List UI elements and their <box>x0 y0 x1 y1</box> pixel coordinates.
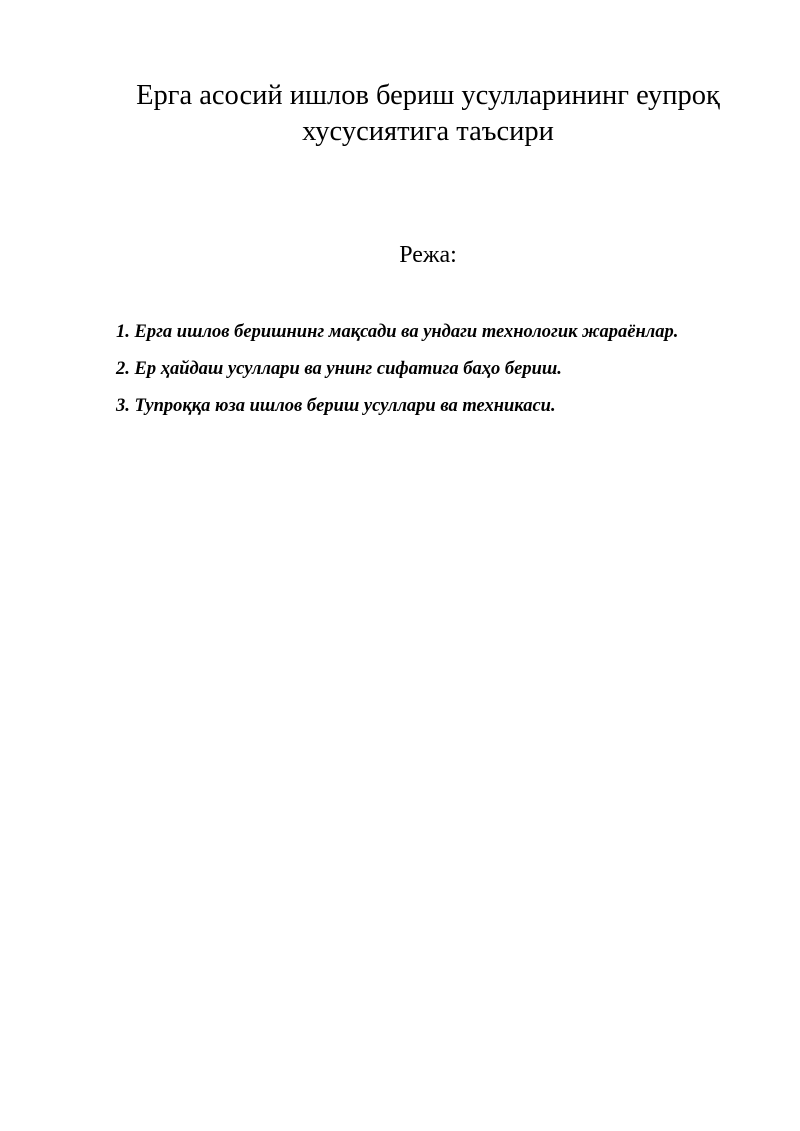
plan-item-3: 3. Тупроққа юза ишлов бериш усуллари ва техникаси. <box>116 396 556 416</box>
plan-item-2: 2. Ер ҳайдаш усуллари ва унинг сифатига баҳо бериш. <box>116 359 562 379</box>
document-title-line-1: Ерга асосий ишлов бериш усулларининг еупроқ <box>136 80 720 111</box>
document-title <box>100 78 756 150</box>
document-title-line-2: хусусиятига таъсири <box>302 116 554 147</box>
plan-list <box>116 314 736 425</box>
plan-heading: Режа: <box>399 242 457 268</box>
plan-item-1: 1. Ерга ишлов беришнинг мақсади ва ундаги технологик жараёнлар. <box>116 322 679 342</box>
